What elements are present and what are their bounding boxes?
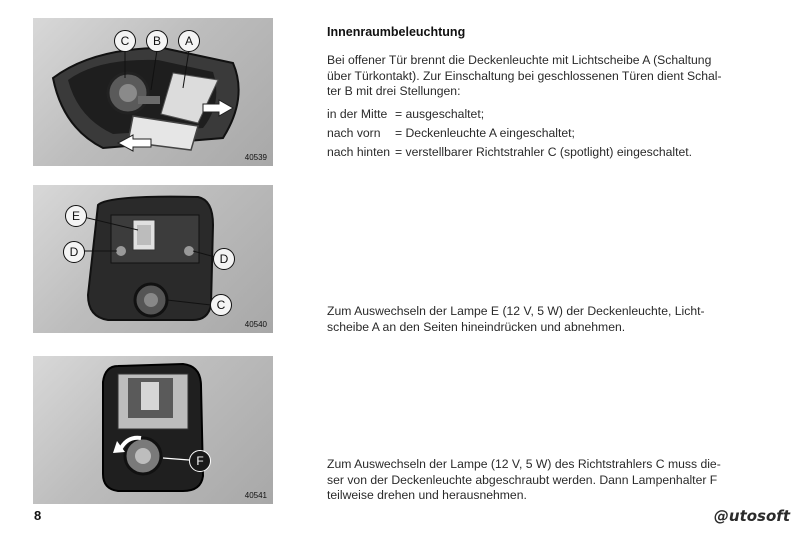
text-line: teilweise drehen und herausnehmen.	[327, 488, 527, 502]
figure-lamp-c-replacement	[33, 356, 273, 504]
position-row	[327, 143, 692, 162]
callout-d-left: D	[63, 241, 85, 263]
callout-a: A	[178, 30, 200, 52]
text-line: über Türkontakt). Zur Einschaltung bei geschlossenen Türen dient Schal-	[327, 68, 722, 83]
position-row	[327, 124, 692, 143]
figure-lamp-e-replacement	[33, 185, 273, 333]
figure-number: 40541	[244, 491, 267, 500]
text-line: Zum Auswechseln der Lampe (12 V, 5 W) des Richtstrahlers C muss die-	[327, 457, 721, 471]
figure-3-illustration	[33, 356, 273, 504]
text-line: Zum Auswechseln der Lampe E (12 V, 5 W) der Deckenleuchte, Licht-	[327, 304, 705, 318]
lamp-c-paragraph	[327, 457, 721, 504]
position-row	[327, 105, 692, 124]
callout-f: F	[189, 450, 211, 472]
text-line: ter B mit drei Stellungen:	[327, 84, 461, 98]
figure-number: 40540	[244, 320, 267, 329]
callout-c: C	[114, 30, 136, 52]
callout-e: E	[65, 205, 87, 227]
position-value: = Deckenleuchte A eingeschaltet;	[395, 126, 575, 140]
figure-number: 40539	[244, 153, 267, 162]
position-label: nach vorn	[327, 126, 381, 140]
lamp-e-paragraph	[327, 304, 705, 335]
callout-c: C	[210, 294, 232, 316]
position-value: = verstellbarer Richtstrahler C (spotlight) eingeschaltet.	[395, 145, 693, 159]
text-line: ser von der Deckenleuchte abgeschraubt werden. Dann Lampenhalter F	[327, 472, 718, 487]
switch-positions	[327, 105, 692, 162]
callout-d-right: D	[213, 248, 235, 270]
intro-paragraph	[327, 53, 722, 100]
position-label: in der Mitte	[327, 107, 388, 121]
callout-b: B	[146, 30, 168, 52]
text-line: Bei offener Tür brennt die Deckenleuchte mit Lichtscheibe A (Schaltung	[327, 53, 712, 67]
page-number: 8	[34, 508, 42, 523]
position-value: = ausgeschaltet;	[395, 107, 485, 121]
position-label: nach hinten	[327, 145, 391, 159]
figure-ceiling-light-overview	[33, 18, 273, 166]
text-line: scheibe A an den Seiten hineindrücken und abnehmen.	[327, 319, 626, 334]
watermark-logo: @utosoft	[713, 507, 790, 525]
section-title: Innenraumbeleuchtung	[327, 25, 466, 39]
